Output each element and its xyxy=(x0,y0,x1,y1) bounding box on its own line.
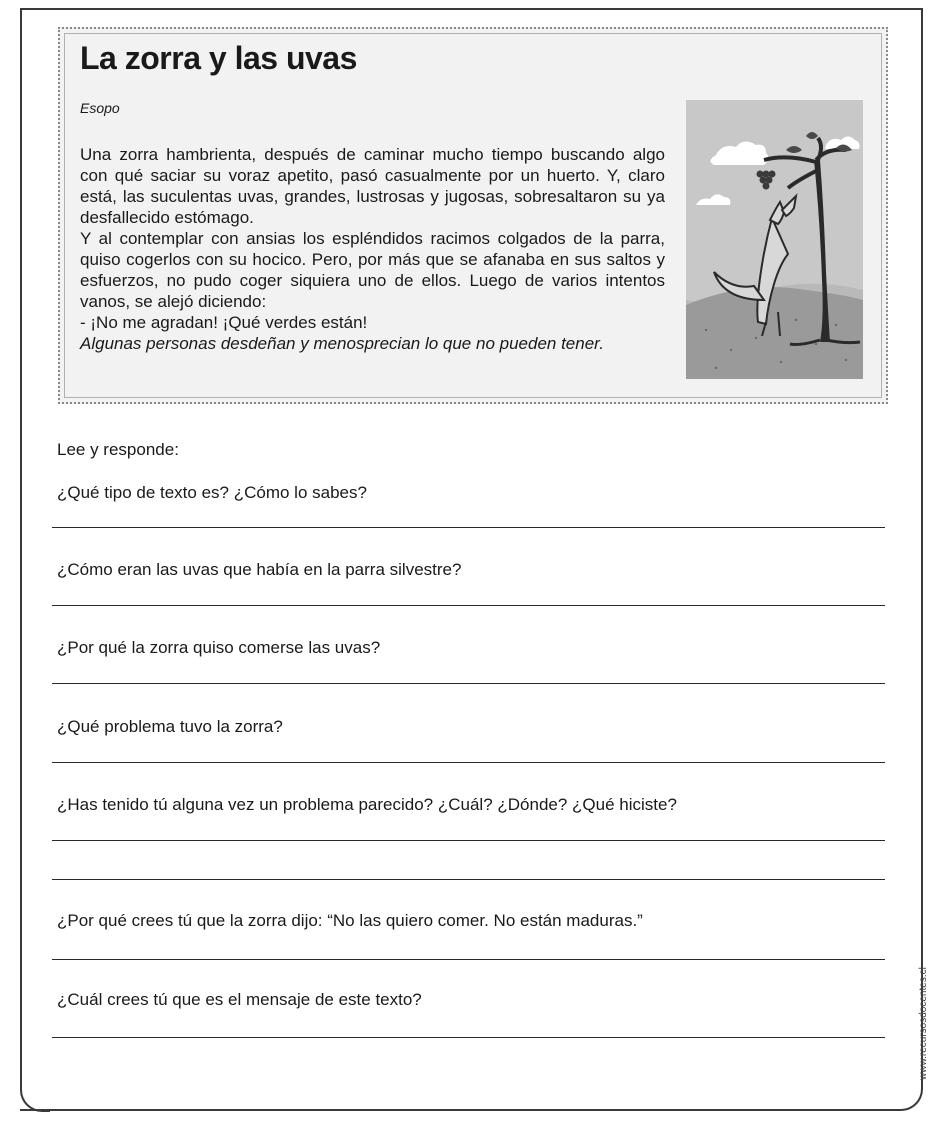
site-credit xyxy=(918,930,935,1080)
story-moral: Algunas personas desdeñan y menosprecian lo que no pueden tener. xyxy=(80,334,604,353)
fox-and-grapes-illustration xyxy=(686,100,863,379)
story-body xyxy=(80,144,665,354)
answer-line-3[interactable] xyxy=(52,683,885,684)
question-5: ¿Has tenido tú alguna vez un problema parecido? ¿Cuál? ¿Dónde? ¿Qué hiciste? xyxy=(57,795,677,814)
question-6: ¿Por qué crees tú que la zorra dijo: “No las quiero comer. No están maduras.” xyxy=(57,911,643,930)
question-3: ¿Por qué la zorra quiso comerse las uvas? xyxy=(57,638,381,657)
illustration-ground xyxy=(686,287,863,379)
answer-line-7[interactable] xyxy=(52,1037,885,1038)
story-quote: - ¡No me agradan! ¡Qué verdes están! xyxy=(80,313,368,332)
worksheet-border-top xyxy=(20,8,923,10)
worksheet-border-left xyxy=(20,8,22,1091)
story-paragraph-2: Y al contemplar con ansias los espléndidos racimos colgados de la parra, quiso cogerlos con su hocico. Pero, por más que se afanaba en sus saltos y esfuerzos, no pudo coger siquiera uno de ellos. Luego de varios intentos vanos, se alejó diciendo: xyxy=(80,229,665,311)
question-1: ¿Qué tipo de texto es? ¿Cómo lo sabes? xyxy=(57,483,367,502)
story-title: La zorra y las uvas xyxy=(80,40,357,76)
answer-line-5a[interactable] xyxy=(52,840,885,841)
answer-line-2[interactable] xyxy=(52,605,885,606)
story-author: Esopo xyxy=(80,100,120,116)
question-4: ¿Qué problema tuvo la zorra? xyxy=(57,717,283,736)
question-2: ¿Cómo eran las uvas que había en la parra silvestre? xyxy=(57,560,462,579)
answer-line-1[interactable] xyxy=(52,527,885,528)
worksheet-prompt: Lee y responde: xyxy=(57,440,179,459)
answer-line-6[interactable] xyxy=(52,959,885,960)
site-credit-text: www.recursosdocentes.cl xyxy=(918,967,929,1080)
story-paragraph-1: Una zorra hambrienta, después de caminar mucho tiempo buscando algo con qué saciar su voraz apetito, pasó casualmente por un huerto. Y, claro está, las suculentas uvas, grandes, lustrosas y jugosas, sobresaltaron su ya desfallecido estómago. xyxy=(80,145,665,227)
answer-line-4[interactable] xyxy=(52,762,885,763)
answer-line-5b[interactable] xyxy=(52,879,885,880)
question-7: ¿Cuál crees tú que es el mensaje de este texto? xyxy=(57,990,422,1009)
